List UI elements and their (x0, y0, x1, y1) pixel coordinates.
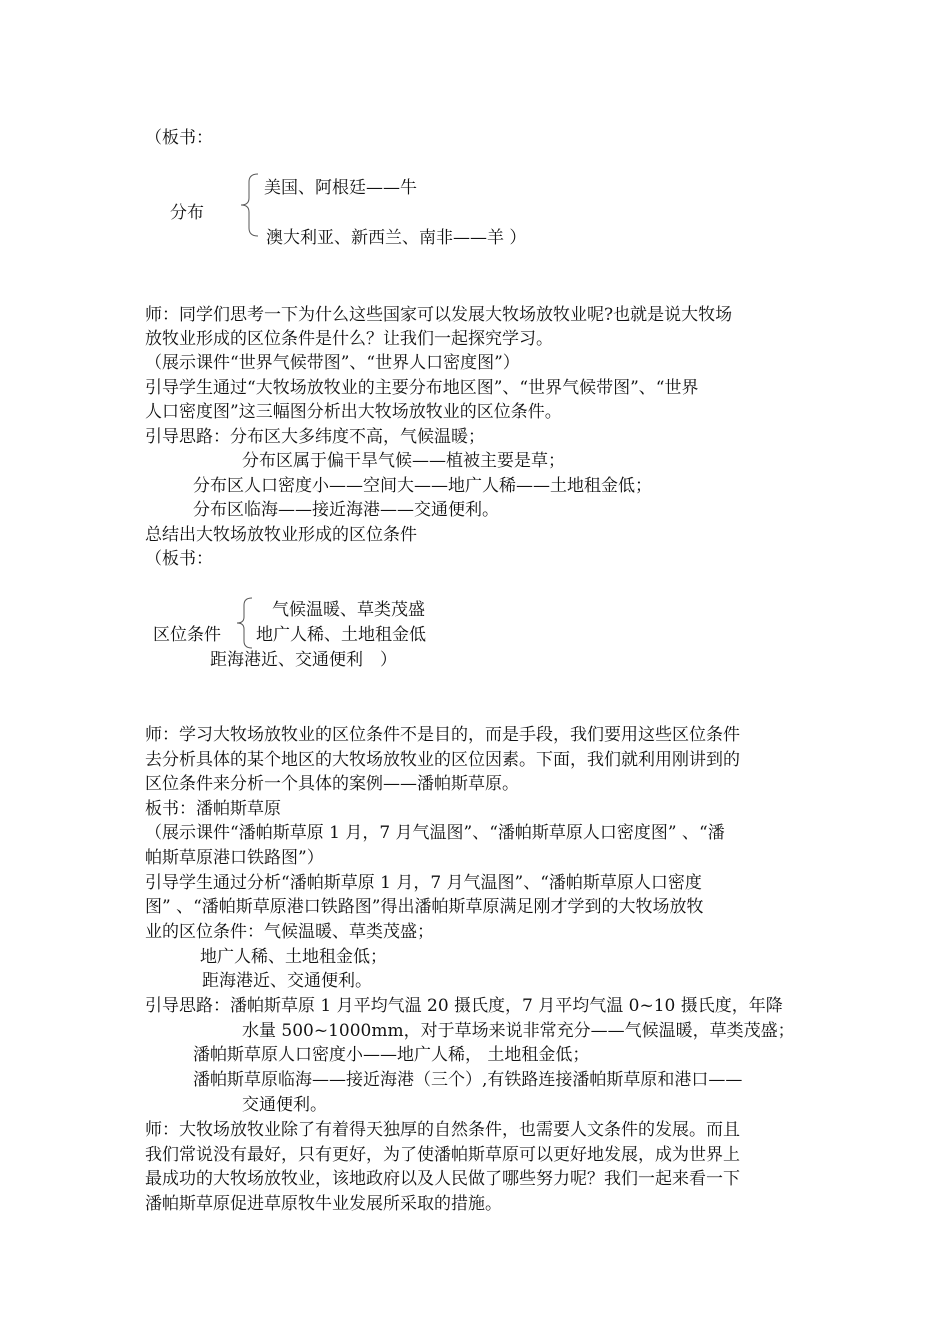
teacher-closing-line4: 潘帕斯草原促进草原牧牛业发展所采取的措施。 (145, 1194, 502, 1214)
courseware-note-2-line1: （展示课件“潘帕斯草原 1 月，7 月气温图”、“潘帕斯草原人口密度图” 、“潘 (145, 823, 725, 843)
teacher-text-line1: 师：学习大牧场放牧业的区位条件不是目的，而是手段，我们要用这些区位条件 (145, 725, 740, 745)
teacher-closing-line2: 我们常说没有最好，只有更好，为了使潘帕斯草原可以更好地发展，成为世界上 (145, 1145, 740, 1165)
condition-transport: 距海港近、交通便利 ） (210, 650, 397, 670)
condition-land: 地广人稀、土地租金低 (256, 625, 426, 645)
thinking-line2: 分布区属于偏干旱气候——植被主要是草； (242, 451, 565, 471)
guide2-line4: 地广人稀、土地租金低； (200, 947, 387, 967)
distribution-item-sheep: 澳大利亚、新西兰、南非——羊 ） (266, 228, 527, 248)
board-note-pampas: 板书：潘帕斯草原 (145, 799, 281, 819)
guide2-line2: 图” 、“潘帕斯草原港口铁路图”得出潘帕斯草原满足刚才学到的大牧场放牧 (145, 897, 704, 917)
guide2-line1: 引导学生通过分析“潘帕斯草原 1 月，7 月气温图”、“潘帕斯草原人口密度 (145, 873, 702, 893)
courseware-note-2-line2: 帕斯草原港口铁路图”） (145, 848, 324, 868)
guide2-line5: 距海港近、交通便利。 (202, 971, 372, 991)
thinking2-line2: 水量 500~1000mm，对于草场来说非常充分——气候温暖，草类茂盛； (242, 1021, 795, 1041)
teacher-closing-line3: 最成功的大牧场放牧业，该地政府以及人民做了哪些努力呢？我们一起来看一下 (145, 1169, 740, 1189)
thinking2-line1: 引导思路：潘帕斯草原 1 月平均气温 20 摄氏度，7 月平均气温 0~10 摄氏度，年降 (145, 996, 783, 1016)
guide2-line3: 业的区位条件：气候温暖、草类茂盛； (145, 922, 434, 942)
thinking2-line3: 潘帕斯草原人口密度小——地广人稀， 土地租金低； (193, 1045, 590, 1065)
left-brace-icon (234, 596, 254, 650)
teacher-question-line1: 师：同学们思考一下为什么这些国家可以发展大牧场放牧业呢?也就是说大牧场 (145, 305, 733, 325)
guide-text-line1: 引导学生通过“大牧场放牧业的主要分布地区图”、“世界气候带图”、“世界 (145, 378, 699, 398)
courseware-note-1: （展示课件“世界气候带图”、“世界人口密度图”） (145, 353, 520, 373)
thinking-line1: 引导思路：分布区大多纬度不高，气候温暖； (145, 427, 485, 447)
summary-line: 总结出大牧场放牧业形成的区位条件 (145, 525, 417, 545)
teacher-text-line3: 区位条件来分析一个具体的案例——潘帕斯草原。 (145, 774, 519, 794)
thinking-line4: 分布区临海——接近海港——交通便利。 (193, 500, 499, 520)
board-label-conditions: 区位条件 (153, 625, 221, 645)
distribution-item-cattle: 美国、阿根廷——牛 (264, 178, 417, 198)
teacher-closing-line1: 师：大牧场放牧业除了有着得天独厚的自然条件，也需要人文条件的发展。而且 (145, 1120, 740, 1140)
thinking2-line5: 交通便利。 (242, 1095, 327, 1115)
left-brace-icon (238, 172, 260, 238)
guide-text-line2: 人口密度图”这三幅图分析出大牧场放牧业的区位条件。 (145, 402, 562, 422)
board-note-title-2: （板书： (145, 549, 213, 569)
condition-climate: 气候温暖、草类茂盛 (272, 600, 425, 620)
teacher-text-line2: 去分析具体的某个地区的大牧场放牧业的区位因素。下面，我们就利用刚讲到的 (145, 750, 740, 770)
board-note-title: （板书： (145, 128, 213, 148)
board-label-distribution: 分布 (170, 203, 204, 223)
thinking2-line4: 潘帕斯草原临海——接近海港（三个）,有铁路连接潘帕斯草原和港口—— (193, 1070, 743, 1090)
thinking-line3: 分布区人口密度小——空间大——地广人稀——土地租金低； (193, 476, 652, 496)
teacher-question-line2: 放牧业形成的区位条件是什么？让我们一起探究学习。 (145, 329, 553, 349)
